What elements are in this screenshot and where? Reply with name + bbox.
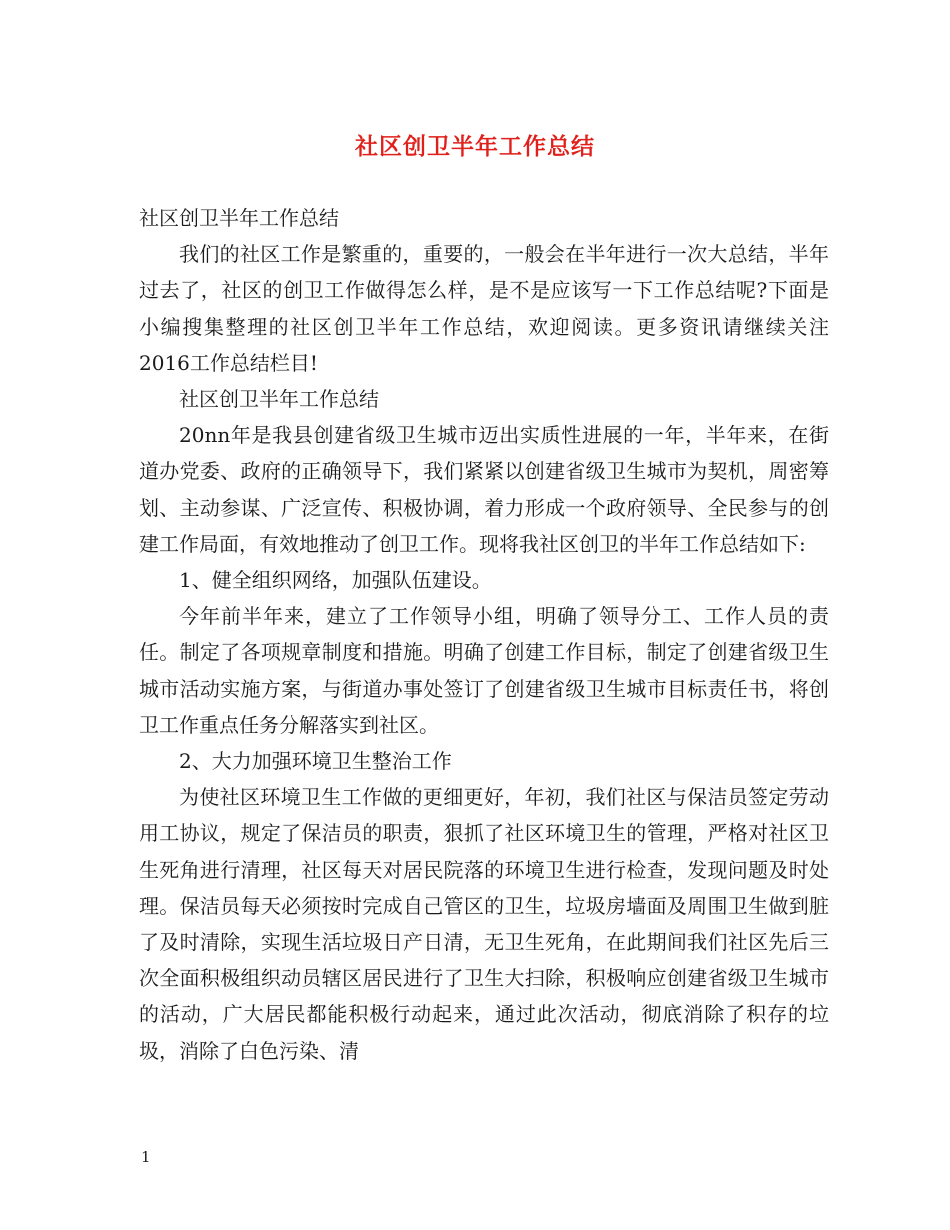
section-heading-2: 2、大力加强环境卫生整治工作 [179,749,452,774]
document-body [139,200,829,1069]
body-paragraph: 为使社区环境卫生工作做的更细更好，年初，我们社区与保洁员签定劳动用工协议，规定了保洁员的职责，狠抓了社区环境卫生的管理，严格对社区卫生死角进行清理，社区每天对居民院落的环境卫生进行检查，发现问题及时处理。保洁员每天必须按时完成自己管区的卫生，垃圾房墙面及周围卫生做到脏了及时清除，实现生活垃圾日产日清，无卫生死角，在此期间我们社区先后三次全面积极组织动员辖区居民进行了卫生大扫除，积极响应创建省级卫生城市的活动，广大居民都能积极行动起来，通过此次活动，彻底消除了积存的垃圾，消除了白色污染、清 [139,785,829,1063]
subtitle-paragraph: 社区创卫半年工作总结 [139,206,339,230]
body-paragraph: 20nn年是我县创建省级卫生城市迈出实质性进展的一年，半年来，在街道办党委、政府的正确领导下，我们紧紧以创建省级卫生城市为契机，周密筹划、主动参谋、广泛宣传、积极协调，着力形成一个政府领导、全民参与的创建工作局面，有效地推动了创卫工作。现将我社区创卫的半年工作总结如下: [139,423,829,556]
body-paragraph: 今年前半年来，建立了工作领导小组，明确了领导分工、工作人员的责任。制定了各项规章制度和措施。明确了创建工作目标，制定了创建省级卫生城市活动实施方案，与街道办事处签订了创建省级卫生城市目标责任书，将创卫工作重点任务分解落实到社区。 [139,604,829,737]
section-heading: 社区创卫半年工作总结 [179,387,379,412]
intro-paragraph: 我们的社区工作是繁重的，重要的，一般会在半年进行一次大总结，半年过去了，社区的创卫工作做得怎么样，是不是应该写一下工作总结呢?下面是小编搜集整理的社区创卫半年工作总结，欢迎阅读。更多资讯请继续关注2016工作总结栏目! [139,242,829,375]
document-title: 社区创卫半年工作总结 [355,134,595,160]
page-number: 1 [141,1148,151,1166]
section-heading-1: 1、健全组织网络，加强队伍建设。 [179,568,492,593]
